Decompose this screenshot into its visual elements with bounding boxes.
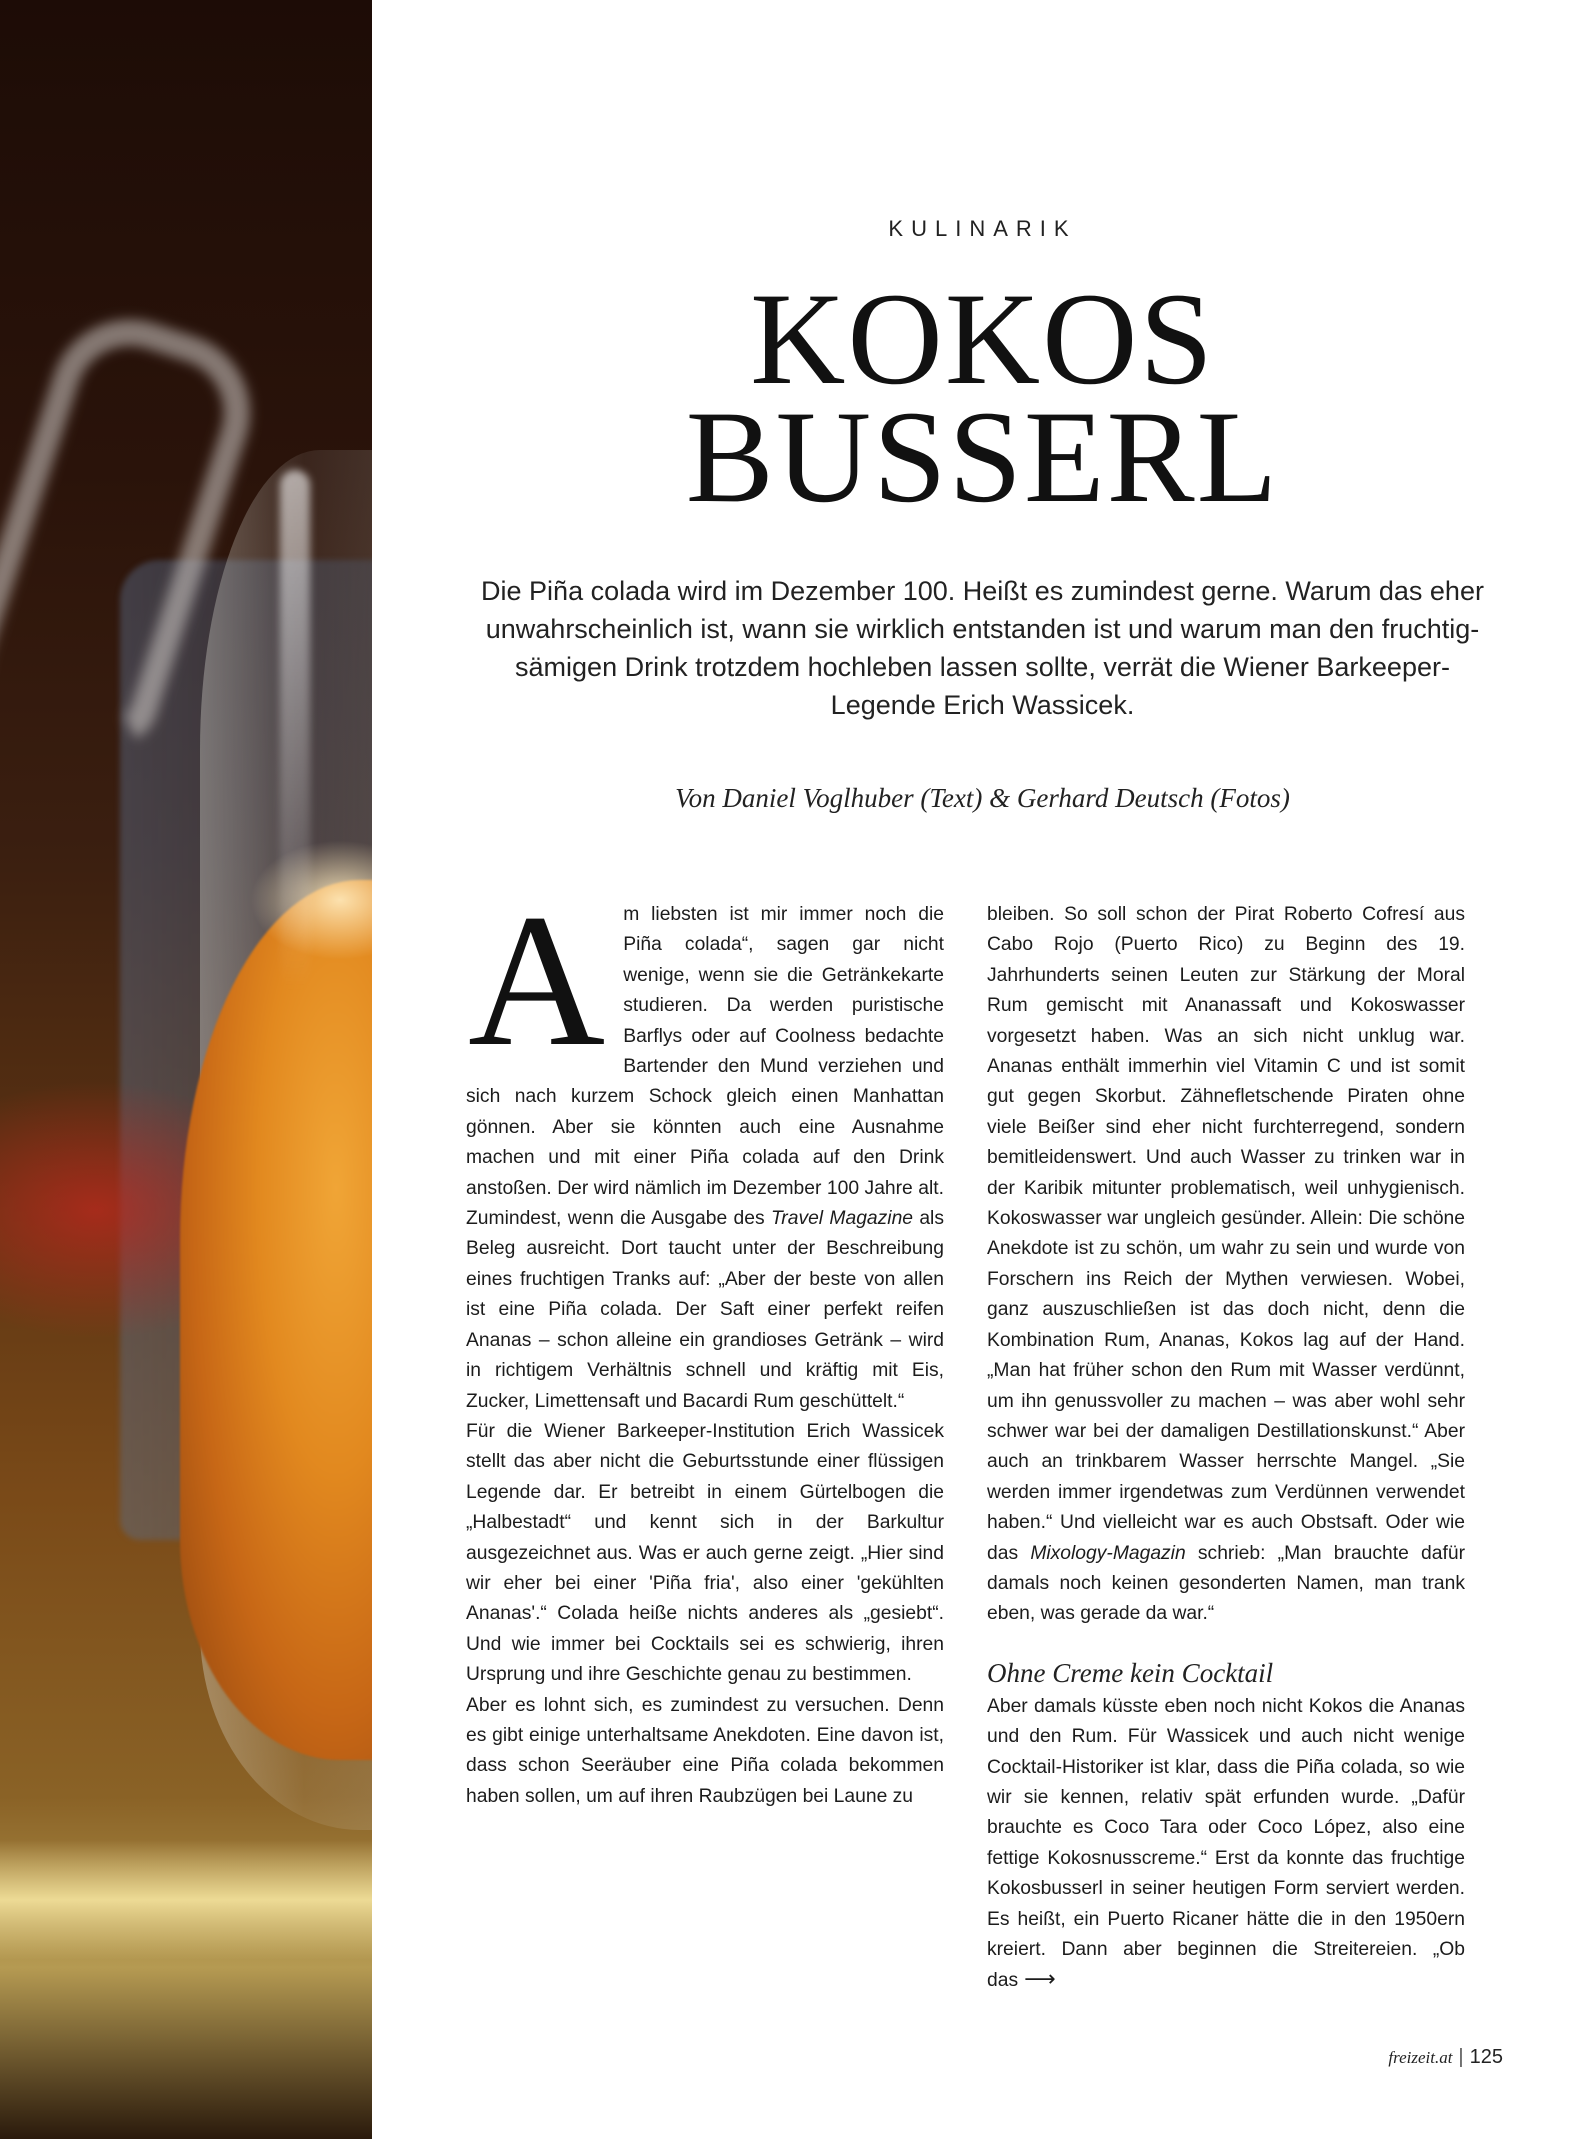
page-footer [1388, 2046, 1503, 2069]
paragraph-1-text-end: als Beleg ausreicht. Dort taucht unter der Beschreibung eines fruchtigen Tranks auf: „Aber der beste von allen ist eine Piña colada. Der Saft einer perfekt reifen Ananas – schon alleine ein grandioses Getränk – wird in richtigem Verhältnis schnell und kräftig mit Eis, Zucker, Limettensaft und Bacardi Rum geschüttelt.“ [466, 1208, 944, 1412]
paragraph-3-continued-text: bleiben. So soll schon der Pirat Roberto Cofresí aus Cabo Rojo (Puerto Rico) zu Beginn des 19. Jahrhunderts seinen Leuten zur Stärkung der Moral Rum gemischt mit Ananassaft und Kokoswasser vorgesetzt haben. Was an sich nicht unklug war. Ananas enthält immerhin viel Vitamin C und ist somit gut gegen Skorbut. Zähnefletschende Piraten ohne viele Beißer sind eher nicht furchterregend, sondern bemitleidenswert. Und auch Wasser zu trinken war in der Karibik mitunter problematisch, weil unhygienisch. Kokoswasser war ungleich gesünder. Allein: Die schöne Anekdote ist zu schön, um wahr zu sein und wurde von Forschern ins Reich der Mythen verwiesen. Wobei, ganz auszuschließen ist das doch nicht, denn die Kombination Rum, Ananas, Kokos lag auf der Hand. „Man hat früher schon den Rum mit Wasser verdünnt, um ihn genussvoller zu machen – was aber wohl sehr schwer war bei der damaligen Destillationskunst.“ Aber auch an trinkbarem Wasser herrschte Mangel. „Sie werden immer irgendetwas zum Verdünnen verwendet haben.“ Und vielleicht war es auch Obstsaft. Oder wie das [987, 904, 1465, 1564]
article-lead: Die Piña colada wird im Dezember 100. Heißt es zumindest gerne. Warum das eher unwahrscheinlich ist, wann sie wirklich entstanden ist und warum man den fruchtig-sämigen Drink trotzdem hochleben lassen sollte, verrät die Wiener Barkeeper-Legende Erich Wassicek. [481, 576, 1484, 720]
cocktail-photo [0, 0, 372, 2139]
footer-brand: freizeit.at [1388, 2048, 1453, 2067]
continue-arrow-icon: ⟶ [1024, 1967, 1056, 1993]
body-column-right [987, 900, 1465, 1997]
paragraph-3-emphasis: Mixology-Magazin [1030, 1542, 1186, 1564]
article-title [372, 265, 1593, 530]
paragraph-2: Für die Wiener Barkeeper-Institution Erich Wassicek stellt das aber nicht die Geburtsstunde einer flüssigen Legende dar. Er betreibt in einem Gürtelbogen die „Halbestadt“ und kennt sich in der Barkultur ausgezeichnet aus. Was er auch gerne zeigt. „Hier sind wir eher bei einer 'Piña fria', also einer 'gekühlten Ananas'.“ Colada heiße nichts anderes als „gesiebt“. Und wie immer bei Cocktails sei es schwierig, ihren Ursprung und ihre Geschichte genau zu bestimmen. [466, 1420, 944, 1686]
subheading: Ohne Creme kein Cocktail [987, 1657, 1274, 1688]
footer-separator: | [1458, 2046, 1464, 2068]
section-kicker: KULINARIK [888, 216, 1077, 241]
body-column-left [466, 876, 944, 1812]
photo-foam [250, 840, 372, 960]
photo-table-reflection [0, 1840, 372, 1960]
paragraph-3-continued [987, 900, 1465, 1630]
paragraph-3-text: Aber es lohnt sich, es zumindest zu versuchen. Denn es gibt einige unterhaltsame Anekdoten. Eine davon ist, dass schon Seeräuber eine Piña colada bekommen haben sollen, um auf ihren Raubzügen bei Laune zu [466, 1694, 944, 1807]
title-line-2: BUSSERL [685, 383, 1280, 530]
paragraph-3-text-end: schrieb: „Man brauchte dafür damals noch keinen gesonderten Namen, man trank eben, was gerade da war.“ [987, 1542, 1465, 1625]
paragraph-4-text: Aber damals küsste eben noch nicht Kokos die Ananas und den Rum. Für Wassicek und auch nicht wenige Cocktail-Historiker ist klar, dass die Piña colada, so wie wir sie kennen, relativ spät erfunden wurde. „Dafür brauchte es Coco Tara oder Coco López, also eine fettige Kokosnusscreme.“ Erst da konnte das fruchtige Kokosbusserl in seiner heutigen Form serviert werden. Es heißt, ein Puerto Ricaner hätte die in den 1950ern kreiert. Dann aber beginnen die Streitereien. „Ob das [987, 1695, 1465, 1992]
page-number: 125 [1469, 2046, 1503, 2068]
paragraph-1-emphasis: Travel Magazine [770, 1208, 914, 1230]
byline: Von Daniel Voglhuber (Text) & Gerhard Deutsch (Fotos) [675, 783, 1290, 813]
photo-highlight [280, 470, 310, 990]
paragraph-1-text: m liebsten ist mir immer noch die Piña colada“, sagen gar nicht wenige, wenn sie die Getränkekarte studieren. Da werden puristische Barflys oder auf Coolness bedachte Bartender den Mund verziehen und sich nach kurzem Schock gleich einen Manhattan gönnen. Aber sie könnten auch eine Ausnahme machen und mit einer Piña colada auf den Drink anstoßen. Der wird nämlich im Dezember 100 Jahre alt. Zumindest, wenn die Ausgabe des [466, 904, 944, 1230]
paragraph-1 [466, 876, 944, 1417]
title-line-1: KOKOS [750, 265, 1215, 412]
paragraph-3-start [466, 1691, 944, 1813]
paragraph-4 [987, 1692, 1465, 1997]
drop-cap: A [468, 876, 606, 1086]
